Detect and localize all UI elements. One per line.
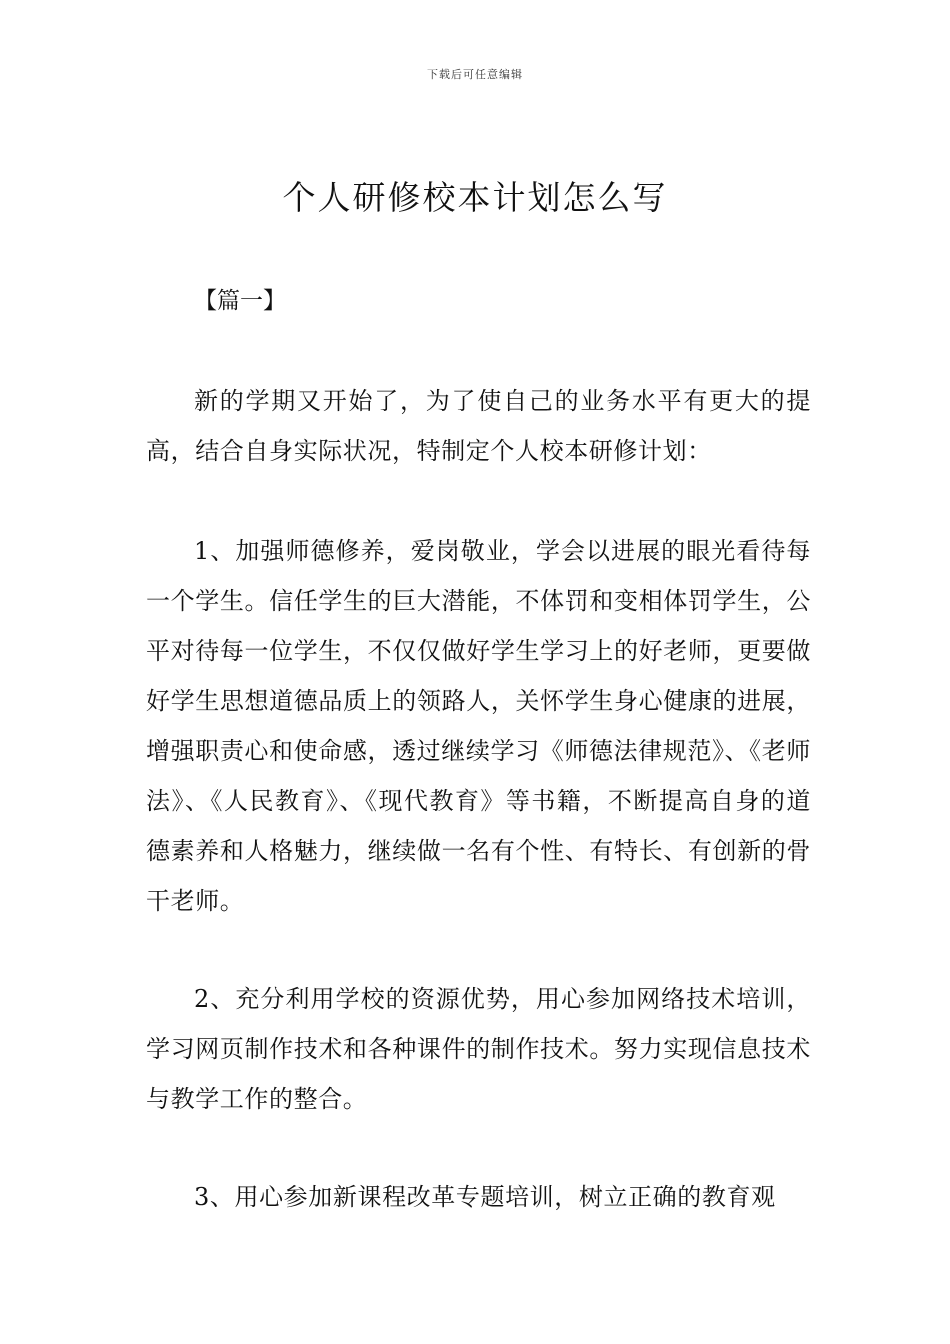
paragraph-item-1: 1、加强师德修养，爱岗敬业，学会以进展的眼光看待每一个学生。信任学生的巨大潜能，不体罚和变相体罚学生，公平对待每一位学生，不仅仅做好学生学习上的好老师，更要做好学生思想道德品质上的领路人，关怀学生身心健康的进展，增强职责心和使命感，透过继续学习《师德法律规范》、《老师法》、《人民教育》、《现代教育》等书籍，不断提高自身的道德素养和人格魅力，继续做一名有个性、有特长、有创新的骨干老师。	[146, 537, 811, 915]
document-title: 个人研修校本计划怎么写	[282, 178, 668, 217]
paragraph-item-2: 2、充分利用学校的资源优势，用心参加网络技术培训，学习网页制作技术和各种课件的制作技术。努力实现信息技术与教学工作的整合。	[146, 985, 811, 1113]
section-label: 【篇一】	[194, 288, 286, 314]
paragraph-item-3: 3、用心参加新课程改革专题培训，树立正确的教育观	[194, 1183, 776, 1211]
header-note: 下载后可任意编辑	[427, 68, 523, 81]
paragraph-intro: 新的学期又开始了，为了使自己的业务水平有更大的提高，结合自身实际状况，特制定个人校本研修计划：	[146, 387, 811, 465]
